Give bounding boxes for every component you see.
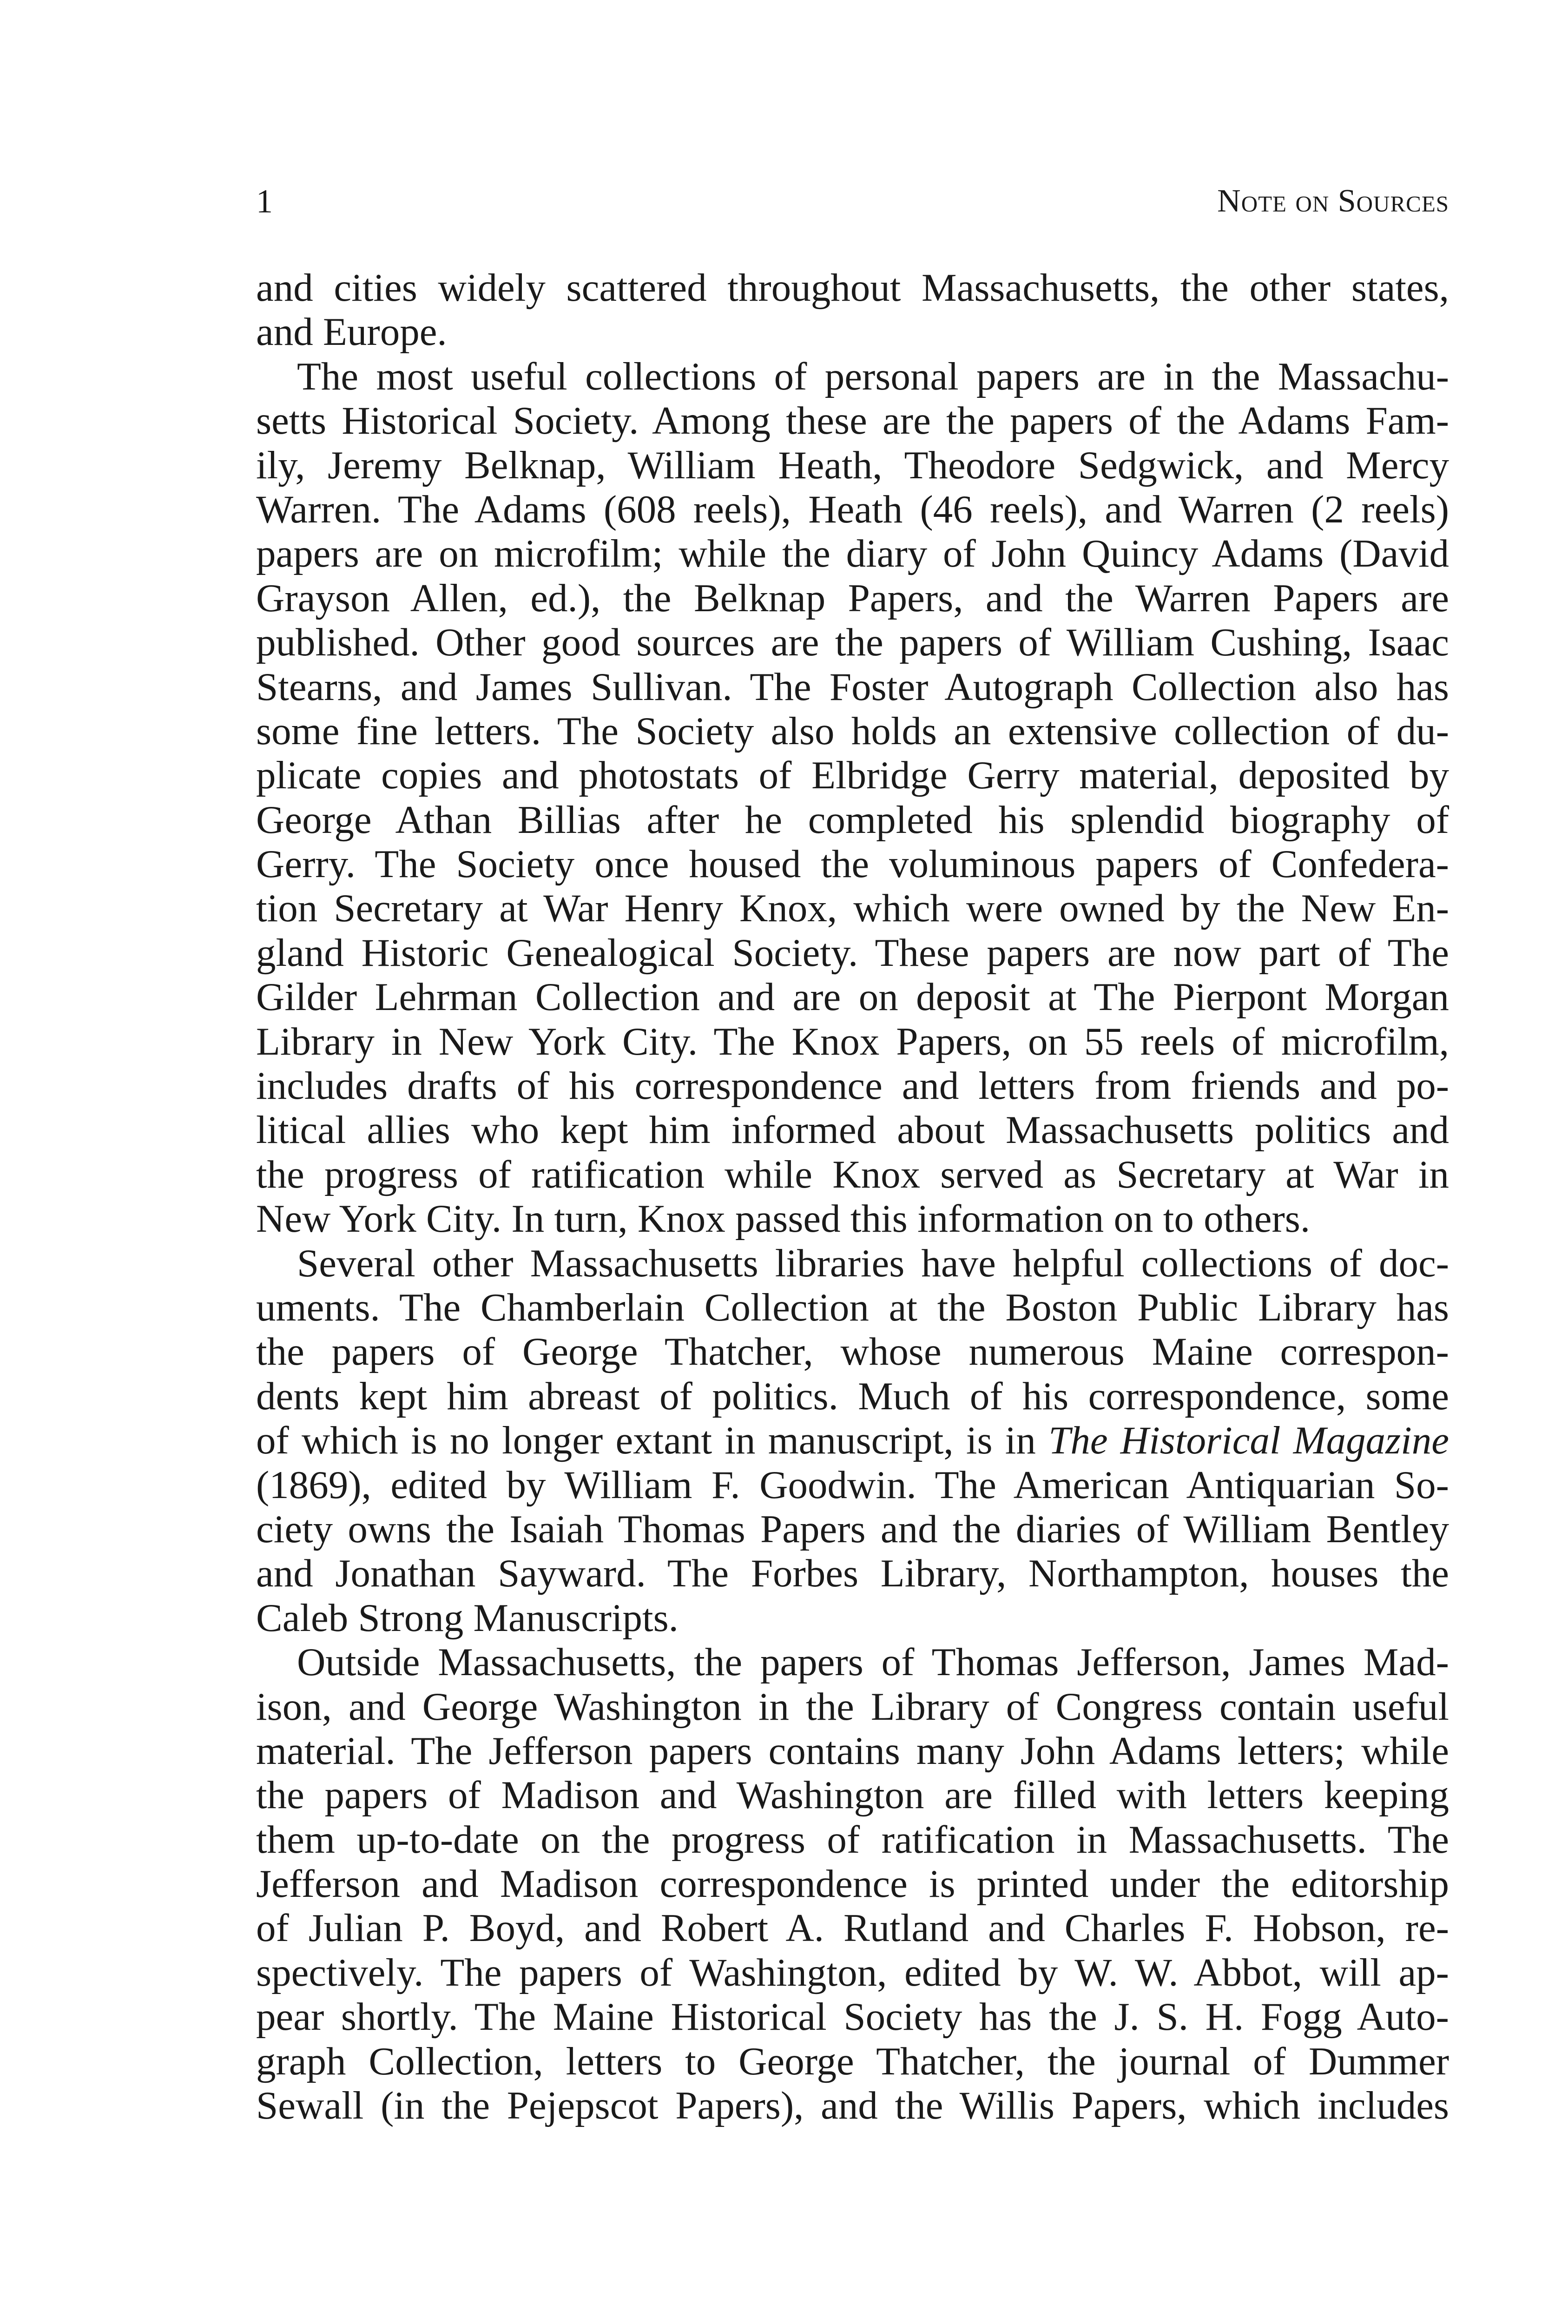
text-line: some fine letters. The Society also holds an extensive collection of du-	[256, 709, 1449, 753]
page-header	[256, 180, 1449, 222]
text-line: ciety owns the Isaiah Thomas Papers and the diaries of William Bentley	[256, 1507, 1449, 1551]
text-line: of Julian P. Boyd, and Robert A. Rutland and Charles F. Hobson, re-	[256, 1906, 1449, 1950]
text-line: Outside Massachusetts, the papers of Thomas Jefferson, James Mad-	[297, 1640, 1449, 1684]
text-line: setts Historical Society. Among these are the papers of the Adams Fam-	[256, 399, 1449, 443]
text-line: and cities widely scattered throughout Massachusetts, the other states,	[256, 266, 1449, 310]
text-line: the papers of George Thatcher, whose numerous Maine correspon-	[256, 1330, 1449, 1374]
text-line: Gerry. The Society once housed the voluminous papers of Confedera-	[256, 842, 1449, 886]
running-head: Note on Sources	[1217, 183, 1449, 219]
text-line: and Jonathan Sayward. The Forbes Library, Northampton, houses the	[256, 1552, 1449, 1596]
text-line: and Europe.	[256, 310, 447, 354]
text-line: dents kept him abreast of politics. Much of his correspondence, some	[256, 1374, 1449, 1418]
text-line: the papers of Madison and Washington are filled with letters keeping	[256, 1773, 1449, 1817]
text-line: Several other Massachusetts libraries have helpful collections of doc-	[297, 1241, 1449, 1285]
text-line: Stearns, and James Sullivan. The Foster Autograph Collection also has	[256, 665, 1449, 709]
text-line: Sewall (in the Pejepscot Papers), and the Willis Papers, which includes	[256, 2084, 1449, 2128]
text-line: The most useful collections of personal papers are in the Massachu-	[297, 354, 1449, 398]
text-line: gland Historic Genealogical Society. These papers are now part of The	[256, 931, 1449, 975]
text-line: (1869), edited by William F. Goodwin. The American Antiquarian So-	[256, 1463, 1449, 1507]
text-line: published. Other good sources are the papers of William Cushing, Isaac	[256, 621, 1449, 665]
text-line: ison, and George Washington in the Library of Congress contain useful	[256, 1684, 1449, 1729]
text-run: of which is no longer extant in manuscript, is in	[256, 1419, 1049, 1463]
text-line: Jefferson and Madison correspondence is printed under the editorship	[256, 1862, 1449, 1906]
text-line: material. The Jefferson papers contains many John Adams letters; while	[256, 1729, 1449, 1773]
text-line: Library in New York City. The Knox Papers, on 55 reels of microfilm,	[256, 1019, 1449, 1063]
text-line: George Athan Billias after he completed his splendid biography of	[256, 798, 1449, 842]
text-line: Gilder Lehrman Collection and are on deposit at The Pierpont Morgan	[256, 975, 1449, 1019]
text-line: litical allies who kept him informed about Massachusetts politics and	[256, 1108, 1449, 1152]
body-text	[256, 266, 1449, 2128]
text-line: the progress of ratification while Knox served as Secretary at War in	[256, 1152, 1449, 1196]
text-line: uments. The Chamberlain Collection at the Boston Public Library has	[256, 1285, 1449, 1329]
text-line: ily, Jeremy Belknap, William Heath, Theodore Sedgwick, and Mercy	[256, 443, 1449, 487]
text-line	[256, 1419, 1449, 1463]
text-line: papers are on microfilm; while the diary of John Quincy Adams (David	[256, 532, 1449, 576]
text-line: Caleb Strong Manuscripts.	[256, 1596, 679, 1640]
text-line: spectively. The papers of Washington, edited by W. W. Abbot, will ap-	[256, 1950, 1449, 1994]
italic-title: The Historical Magazine	[1048, 1419, 1449, 1463]
text-line: Warren. The Adams (608 reels), Heath (46 reels), and Warren (2 reels)	[256, 487, 1449, 531]
text-line: them up-to-date on the progress of ratification in Massachusetts. The	[256, 1817, 1449, 1862]
text-line: New York City. In turn, Knox passed this information on to others.	[256, 1197, 1311, 1241]
text-line: Grayson Allen, ed.), the Belknap Papers, and the Warren Papers are	[256, 576, 1449, 620]
text-line: includes drafts of his correspondence and letters from friends and po-	[256, 1064, 1449, 1108]
text-line: pear shortly. The Maine Historical Society has the J. S. H. Fogg Auto-	[256, 1995, 1449, 2039]
text-line: tion Secretary at War Henry Knox, which were owned by the New En-	[256, 886, 1449, 931]
text-line: graph Collection, letters to George Thatcher, the journal of Dummer	[256, 2039, 1449, 2083]
text-line: plicate copies and photostats of Elbridge Gerry material, deposited by	[256, 753, 1449, 798]
page-number: 1	[256, 183, 273, 220]
